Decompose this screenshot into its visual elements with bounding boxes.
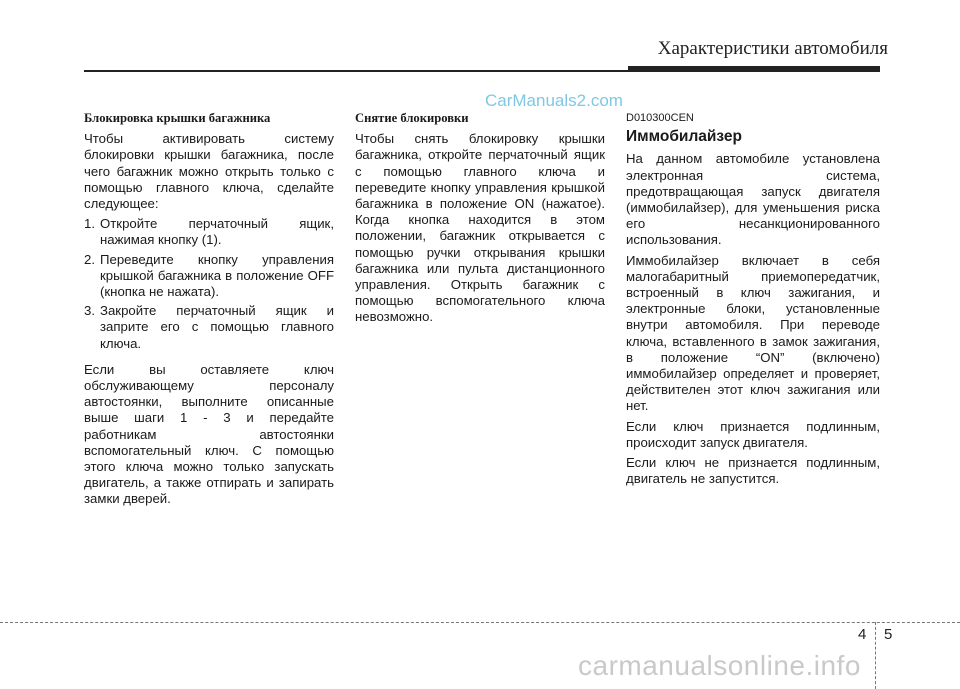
- footer-page-divider: [875, 622, 876, 689]
- immobilizer-paragraph: Если ключ не признается подлинным, двигатель не запустится.: [626, 455, 880, 487]
- column-unlock: [355, 110, 605, 330]
- valet-paragraph: Если вы оставляете ключ обслуживающему персоналу автостоянки, выполните описанные выше шаги 1 - 3 и передайте работникам автостоянки вспомогательный ключ. С помощью этого ключа можно только запускать двигатель, а также отпирать и запирать замки дверей.: [84, 361, 334, 507]
- watermark-top: CarManuals2.com: [485, 91, 623, 110]
- page-section-number: 4: [858, 626, 867, 643]
- immobilizer-paragraph: Иммобилайзер включает в себя малогабаритный приемопередатчик, встроенный в ключ зажигания, и электронные блоки, установленные внутри автомобиля. При переводе ключа, вставленного в замок зажигания, в положение “ON” (включено) иммобилайзер определяет и проверяет, действителен этот ключ зажигания или нет.: [626, 252, 880, 414]
- step-item: [84, 216, 334, 248]
- unlock-paragraph: Чтобы снять блокировку крышки багажника, откройте перчаточный ящик с помощью главного ключа и переведите кнопку управления крышкой багажника в положение ON (нажатое). Когда кнопка находится в этом положении, багажник открывается с помощью ручки открывания крышки багажника или пульта дистанционного управления. Открыть багажник с помощью вспомогательного ключа невозможно.: [355, 131, 605, 325]
- column-immobilizer: [626, 110, 880, 491]
- step-text: Переведите кнопку управления крышкой багажника в положение OFF (кнопка не нажата).: [100, 251, 334, 300]
- page-number: 5: [884, 626, 893, 643]
- step-number: 1.: [84, 216, 95, 232]
- trunk-lock-intro: Чтобы активировать систему блокировки крышки багажника, после чего багажник можно открыть только с помощью главного ключа, сделайте следующее:: [84, 131, 334, 212]
- trunk-lock-steps: [84, 216, 334, 352]
- document-code: D010300CEN: [626, 112, 694, 124]
- heading-unlock: Снятие блокировки: [355, 111, 469, 125]
- heading-trunk-lock: Блокировка крышки багажника: [84, 111, 271, 125]
- step-text: Откройте перчаточный ящик, нажимая кнопку (1).: [100, 216, 334, 248]
- immobilizer-paragraph: Если ключ признается подлинным, происходит запуск двигателя.: [626, 418, 880, 450]
- step-item: [84, 252, 334, 301]
- section-title: Характеристики автомобиля: [657, 38, 888, 59]
- immobilizer-paragraph: На данном автомобиле установлена электронная система, предотвращающая запуск двигателя (иммобилайзер), для уменьшения риска его несанкционированного использования.: [626, 151, 880, 248]
- footer-divider: [0, 622, 960, 623]
- watermark-bottom: carmanualsonline.info: [578, 650, 861, 681]
- step-number: 2.: [84, 251, 95, 267]
- step-item: [84, 303, 334, 352]
- header-rule-accent: [628, 66, 880, 72]
- step-number: 3.: [84, 303, 95, 319]
- step-text: Закройте перчаточный ящик и заприте его с помощью главного ключа.: [100, 303, 334, 351]
- column-trunk-lock: [84, 110, 334, 512]
- heading-immobilizer: Иммобилайзер: [626, 128, 743, 146]
